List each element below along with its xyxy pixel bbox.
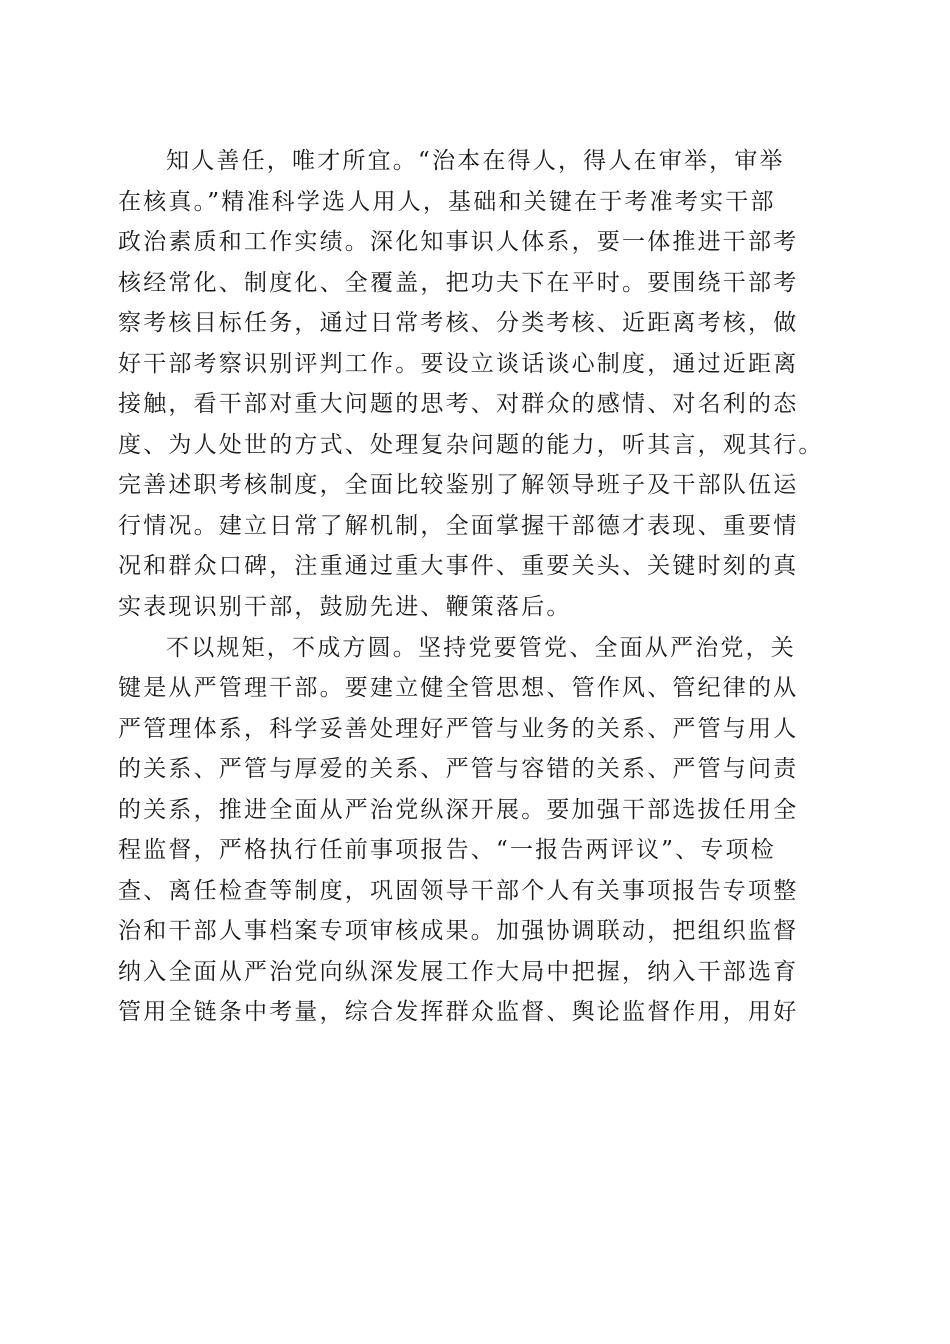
paragraph-line: 管用全链条中考量，综合发挥群众监督、舆论监督作用，用好 [118,999,799,1026]
paragraph-line: 程监督，严格执行任前事项报告、“一报告两评议”、专项检 [118,837,776,864]
paragraph-line: 在核真。”精准科学选人用人，基础和关键在于考准考实干部 [118,188,776,215]
paragraph-line: 度、为人处世的方式、处理复杂问题的能力，听其言，观其行。 [118,431,824,458]
paragraph-line: 知人善任，唯才所宜。“治本在得人，得人在审举，审举 [166,148,785,174]
paragraph-line: 实表现识别干部，鼓励先进、鞭策落后。 [118,594,572,621]
paragraph-line: 的关系，推进全面从严治党纵深开展。要加强干部选拔任用全 [118,796,799,823]
paragraph-1 [118,141,838,628]
paragraph-line: 接触，看干部对重大问题的思考、对群众的感情、对名利的态 [118,391,799,418]
paragraph-line: 察考核目标任务，通过日常考核、分类考核、近距离考核，做 [118,310,799,337]
document-body [118,141,838,1033]
paragraph-line: 查、离任检查等制度，巩固领导干部个人有关事项报告专项整 [118,877,799,904]
paragraph-line: 治和干部人事档案专项审核成果。加强协调联动，把组织监督 [118,918,799,945]
paragraph-line: 行情况。建立日常了解机制，全面掌握干部德才表现、重要情 [118,512,799,539]
paragraph-line: 严管理体系，科学妥善处理好严管与业务的关系、严管与用人 [118,715,799,742]
paragraph-line: 的关系、严管与厚爱的关系、严管与容错的关系、严管与问责 [118,756,799,783]
paragraph-line: 完善述职考核制度，全面比较鉴别了解领导班子及干部队伍运 [118,472,799,499]
paragraph-line: 况和群众口碑，注重通过重大事件、重要关头、关键时刻的真 [118,553,799,580]
paragraph-line: 好干部考察识别评判工作。要设立谈话谈心制度，通过近距离 [118,350,799,377]
paragraph-line: 键是从严管理干部。要建立健全管思想、管作风、管纪律的从 [118,675,799,702]
paragraph-line: 核经常化、制度化、全覆盖，把功夫下在平时。要围绕干部考 [118,269,799,296]
paragraph-2 [118,628,838,1033]
paragraph-line: 政治素质和工作实绩。深化知事识人体系，要一体推进干部考 [118,229,799,256]
paragraph-line: 纳入全面从严治党向纵深发展工作大局中把握，纳入干部选育 [118,958,799,985]
paragraph-line: 不以规矩，不成方圆。坚持党要管党、全面从严治党，关 [166,634,796,661]
